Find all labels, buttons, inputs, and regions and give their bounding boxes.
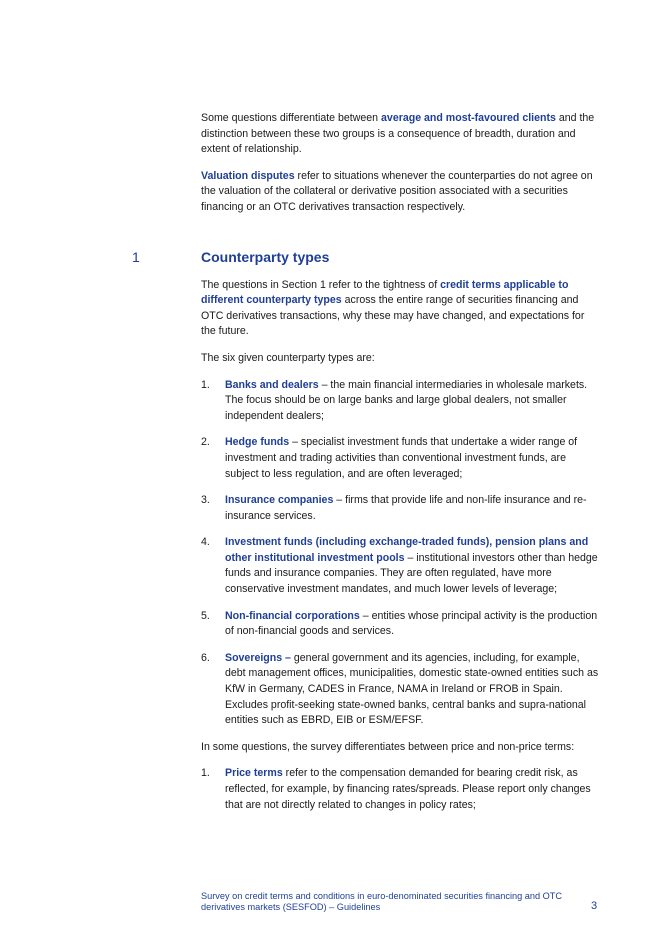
list-item (201, 651, 601, 729)
counterparty-types-list (201, 378, 601, 729)
section-number: 1 (132, 249, 140, 265)
section-intro-paragraph (201, 278, 601, 340)
section-title: Counterparty types (201, 248, 330, 265)
list-item-term: Non-financial corporations (225, 609, 360, 622)
footer-title-line-1: Survey on credit terms and conditions in euro-denominated securities financing and OTC (201, 891, 563, 901)
list-item (201, 766, 601, 813)
list-item-number: 3. (201, 494, 210, 507)
term-credit-terms: credit terms applicable to different counterparty types (201, 278, 569, 307)
price-terms-lead: In some questions, the survey differentiates between price and non-price terms: (201, 740, 575, 753)
term-valuation-disputes: Valuation disputes (201, 169, 295, 182)
intro-p1-post: and the distinction between these two groups is a consequence of breadth, duration and extent of relationship. (201, 112, 595, 156)
list-item-text: refer to the compensation demanded for bearing credit risk, as reflected, for example, by financing rates/spreads. Please report only changes that are not directly related to changes in policy rates; (225, 767, 591, 811)
intro-p1-pre: Some questions differentiate between (201, 112, 382, 124)
list-item-text: – the main financial intermediaries in wholesale markets. The focus should be on large banks and large global dealers, not smaller independent dealers; (225, 378, 588, 422)
list-item-number: 6. (201, 651, 210, 664)
list-item-text: – firms that provide life and non-life insurance and re-insurance services. (225, 494, 587, 522)
term-average-most-favoured-clients: average and most-favoured clients (381, 112, 556, 124)
list-item (201, 435, 601, 482)
list-item-number: 5. (201, 609, 210, 622)
list-item-number: 1. (201, 378, 210, 391)
page-footer (201, 891, 571, 913)
list-item-term: Banks and dealers (225, 378, 319, 391)
list-item-text: – institutional investors other than hedge funds and insurance companies. They are often regulated, have more conservative investment mandates, and much lower levels of leverage; (225, 551, 598, 596)
footer-title-line-2: derivatives markets (SESFOD) – Guidelines (201, 902, 381, 912)
list-item (201, 535, 601, 597)
list-item-number: 4. (201, 536, 210, 549)
page-content (201, 111, 601, 824)
list-item-term: Insurance companies (225, 494, 334, 507)
intro-p2-post: refer to situations whenever the counterparties do not agree on the valuation of the collateral or derivative position associated with a securities financing or an OTC derivatives transaction respectively. (201, 169, 593, 213)
list-item-text: – entities whose principal activity is the production of non-financial goods and services. (225, 609, 598, 638)
page-number: 3 (591, 900, 598, 912)
list-item-text: – specialist investment funds that undertake a wider range of investment and trading activities than conventional investment funds, are subject to less regulation, and are often leveraged; (225, 436, 578, 480)
list-item-term: Hedge funds (225, 436, 290, 449)
list-item-term: Investment funds (including exchange-traded funds), pension plans and other institutional investment pools (225, 536, 589, 564)
list-item (201, 609, 601, 640)
list-item-number: 1. (201, 767, 210, 780)
intro-paragraph-clients (201, 111, 601, 158)
section-p1-post: across the entire range of securities financing and OTC derivatives transactions, why these may have changed, and expectations for the future. (201, 294, 585, 338)
section-p1-pre: The questions in Section 1 refer to the tightness of (201, 278, 441, 291)
counterparty-types-lead: The six given counterparty types are: (201, 351, 375, 364)
list-item-text: general government and its agencies, including, for example, debt management offices, municipalities, domestic state-owned entities such as KfW in Germany, CADES in France, NAMA in Ireland or FROB in Spain. Excludes profit-seeking state-owned banks, central banks and supra-national entities such as EBRD, EIB or ESM/EFSF. (225, 651, 599, 727)
list-item (201, 378, 601, 425)
list-item (201, 493, 601, 524)
intro-paragraph-valuation-disputes (201, 169, 601, 216)
list-item-term: Sovereigns – (225, 651, 291, 664)
list-item-term: Price terms (225, 767, 283, 780)
list-item-number: 2. (201, 436, 210, 449)
price-terms-list (201, 766, 601, 813)
